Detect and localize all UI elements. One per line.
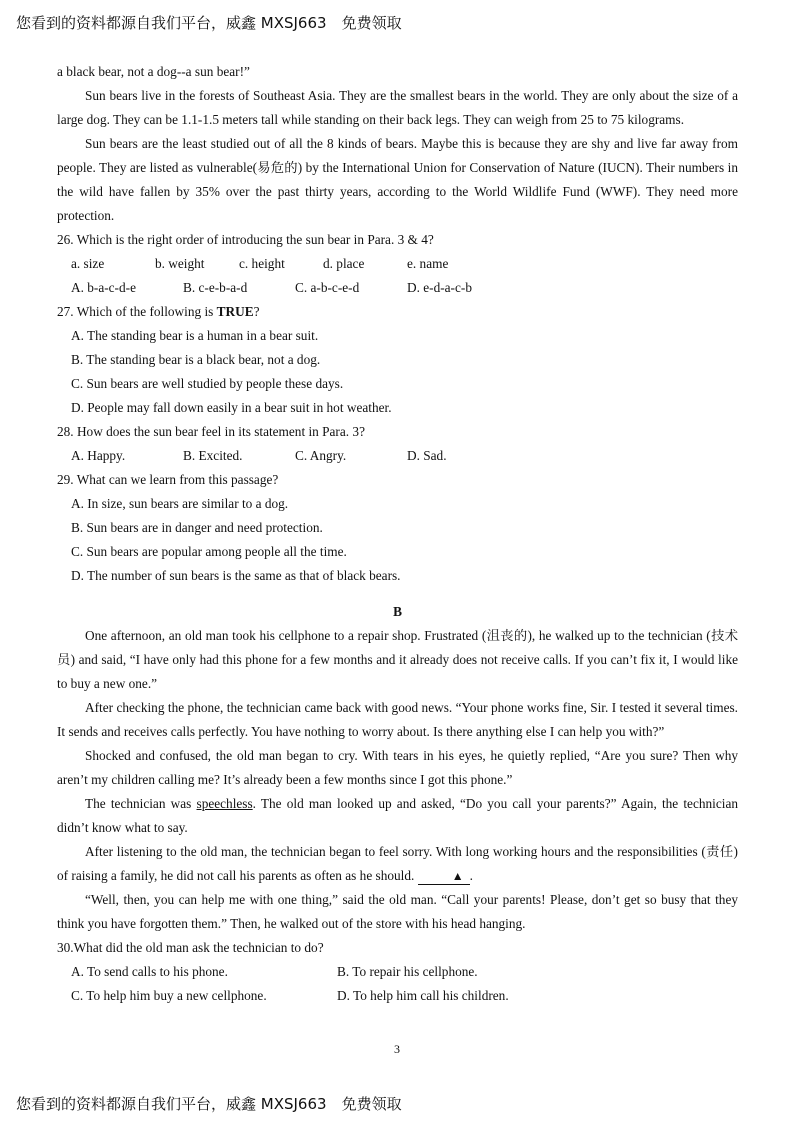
question-27-stem [57,300,738,324]
option: B. Excited. [183,448,243,463]
question-26-items [57,252,738,276]
passage-paragraph: Sun bears are the least studied out of all the 8 kinds of bears. Maybe this is because they are shy and live far away from people. They are listed as vulnerable(易危的) by the International Union for Conservation of Nature (IUCN). Their numbers in the wild have fallen by 35% over the past thirty years, according to the World Wildlife Fund (WWF). They need more protection. [57,136,738,223]
stem-text: 27. Which of the following is [57,304,217,319]
item: a. size [71,256,105,271]
question-26-options [57,276,738,300]
option: B. c-e-b-a-d [183,280,248,295]
item: e. name [407,256,449,271]
option: C. a-b-c-e-d [295,280,360,295]
passage-paragraph [57,840,738,888]
option: A. To send calls to his phone. [71,964,228,979]
paragraph-text: After listening to the old man, the technician began to feel sorry. With long working hours and the responsibilities (责任) of raising a family, he did not call his parents as often as he should. [57,844,738,883]
item: d. place [323,256,365,271]
option: D. People may fall down easily in a bear suit in hot weather. [71,400,392,415]
paragraph-text: . The old man looked up and asked, “Do you call your parents?” Again, the technician didn’t know what to say. [57,796,738,835]
stem-text: ? [253,304,260,319]
underlined-word: speechless [196,796,253,811]
option: A. Happy. [71,448,126,463]
question-28-stem: 28. How does the sun bear feel in its statement in Para. 3? [57,424,365,439]
stem-bold: TRUE [216,304,254,319]
option: B. The standing bear is a black bear, not a dog. [71,352,321,367]
watermark-banner-top: 您看到的资料都源自我们平台，威鑫 MXSJ663 免费领取 [16,14,402,32]
option: A. In size, sun bears are similar to a dog. [71,496,289,511]
question-29-stem: 29. What can we learn from this passage? [57,472,279,487]
option: D. The number of sun bears is the same as that of black bears. [71,568,401,583]
option: C. Angry. [295,448,347,463]
option: D. e-d-a-c-b [407,280,472,295]
item: b. weight [155,256,205,271]
paragraph-text: The technician was [85,796,197,811]
page-number: 3 [394,1042,400,1056]
option: B. Sun bears are in danger and need protection. [71,520,323,535]
question-30-options [57,984,738,1008]
question-28-options [57,444,738,468]
answer-blank: ▲ [418,868,470,885]
option: D. Sad. [407,448,447,463]
question-30-stem: 30.What did the old man ask the technician to do? [57,940,324,955]
item: c. height [239,256,285,271]
passage-paragraph: One afternoon, an old man took his cellphone to a repair shop. Frustrated (沮丧的), he walked up to the technician (技术员) and said, “I have only had this phone for a few months and it already does not receive calls. If you can’t fix it, I would like to buy a new one.” [57,628,738,691]
passage-paragraph: Shocked and confused, the old man began to cry. With tears in his eyes, he quietly replied, “Are you sure? Then why aren’t my children calling me? It’s already been a few months since I got this phone.” [57,748,738,787]
passage-line: a black bear, not a dog--a sun bear!” [57,64,250,79]
paragraph-text: . [469,868,473,883]
option: C. Sun bears are popular among people all the time. [71,544,347,559]
exam-page [57,60,738,1008]
option: A. b-a-c-d-e [71,280,136,295]
watermark-banner-bottom: 您看到的资料都源自我们平台，威鑫 MXSJ663 免费领取 [16,1095,402,1113]
option: B. To repair his cellphone. [337,964,478,979]
question-30-options [57,960,738,984]
section-heading-b: B [393,604,402,619]
passage-paragraph: After checking the phone, the technician came back with good news. “Your phone works fine, Sir. I tested it several times. It sends and receives calls perfectly. You have nothing to worry about. Is there anything else I can help you with?” [57,700,738,739]
option: D. To help him call his children. [337,988,509,1003]
option: A. The standing bear is a human in a bear suit. [71,328,319,343]
option: C. Sun bears are well studied by people these days. [71,376,344,391]
passage-paragraph: Sun bears live in the forests of Southeast Asia. They are the smallest bears in the world. They are only about the size of a large dog. They can be 1.1-1.5 meters tall while standing on their back legs. They can weigh from 25 to 75 kilograms. [57,88,738,127]
passage-paragraph: “Well, then, you can help me with one thing,” said the old man. “Call your parents! Please, don’t get so busy that they think you have forgotten them.” Then, he walked out of the store with his head hanging. [57,892,738,931]
passage-paragraph [57,792,738,840]
question-26-stem: 26. Which is the right order of introducing the sun bear in Para. 3 & 4? [57,232,434,247]
option: C. To help him buy a new cellphone. [71,988,267,1003]
